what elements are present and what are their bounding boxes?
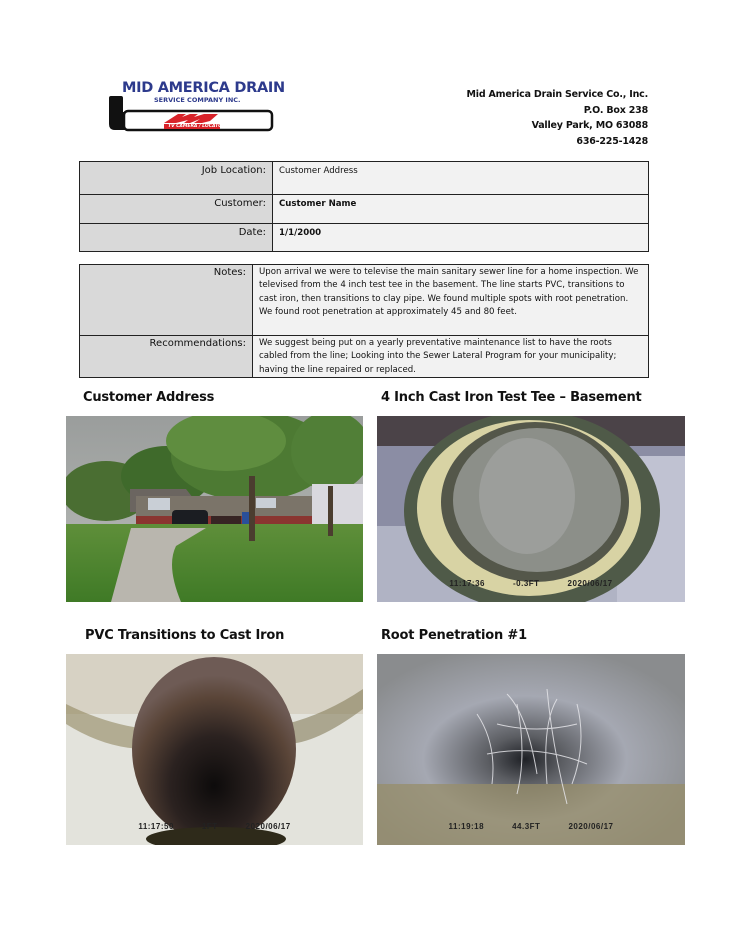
photo-caption-root-penetration: Root Penetration #1 [381, 628, 527, 643]
notes-row [80, 265, 649, 336]
job-info-table [79, 161, 649, 252]
job-location-row [80, 162, 649, 195]
house-image [66, 416, 363, 602]
job-location-value: Customer Address [273, 162, 649, 195]
camera-date: 2020/06/17 [245, 822, 291, 831]
root-penetration-image [377, 654, 685, 845]
recommendations-text: We suggest being put on a yearly preventative maintenance list to have the roots cabled from the line; Looking into the Sewer Lateral Program for your municipality; having the line repaired or replaced. [253, 336, 649, 378]
photo-caption-test-tee: 4 Inch Cast Iron Test Tee – Basement [381, 390, 642, 405]
photo-caption-pvc-transition: PVC Transitions to Cast Iron [85, 628, 285, 643]
date-label: Date: [80, 224, 273, 252]
pvc-transition-image [66, 654, 363, 845]
camera-time: 11:17:36 [449, 579, 485, 588]
camera-date: 2020/06/17 [567, 579, 613, 588]
root-penetration-photo [377, 654, 685, 845]
camera-distance: 44.3FT [512, 822, 541, 831]
camera-overlay [377, 822, 685, 831]
test-tee-image [377, 416, 685, 602]
company-logo [106, 80, 285, 136]
photo-caption-customer-address: Customer Address [83, 390, 215, 405]
camera-time: 11:19:18 [448, 822, 485, 831]
customer-row [80, 195, 649, 224]
company-address-block [467, 87, 648, 149]
camera-overlay [66, 822, 363, 831]
camera-distance: -0.3FT [512, 579, 540, 588]
customer-value: Customer Name [273, 195, 649, 224]
logo-tagline: TV CAMERA / LOCATOR [168, 124, 226, 129]
pvc-transition-photo [66, 654, 363, 845]
camera-time: 11:17:50 [138, 822, 174, 831]
report-notes-table [79, 264, 649, 378]
camera-distance: 1FT [201, 822, 218, 831]
company-phone: 636-225-1428 [576, 135, 648, 147]
recommendations-label: Recommendations: [80, 336, 253, 378]
test-tee-photo [377, 416, 685, 602]
logo-subtitle: SERVICE COMPANY INC. [154, 96, 241, 104]
recommendations-row [80, 336, 649, 378]
notes-text: Upon arrival we were to televise the main sanitary sewer line for a home inspection. We televised from the 4 inch test tee in the basement. The line starts PVC, transitions to cast iron, then transitions to clay pipe. We found multiple spots with root penetration. We found root penetration at approximately 45 and 80 feet. [253, 265, 649, 336]
camera-overlay [377, 579, 685, 588]
customer-label: Customer: [80, 195, 273, 224]
date-row [80, 224, 649, 252]
camera-date: 2020/06/17 [568, 822, 614, 831]
company-po-box: P.O. Box 238 [583, 104, 648, 116]
house-photo [66, 416, 363, 602]
logo-title: MID AMERICA DRAIN [122, 80, 285, 96]
company-city: Valley Park, MO 63088 [531, 120, 648, 131]
company-name: Mid America Drain Service Co., Inc. [466, 89, 648, 100]
job-location-label: Job Location: [80, 162, 273, 195]
date-value: 1/1/2000 [273, 224, 649, 252]
notes-label: Notes: [80, 265, 253, 336]
